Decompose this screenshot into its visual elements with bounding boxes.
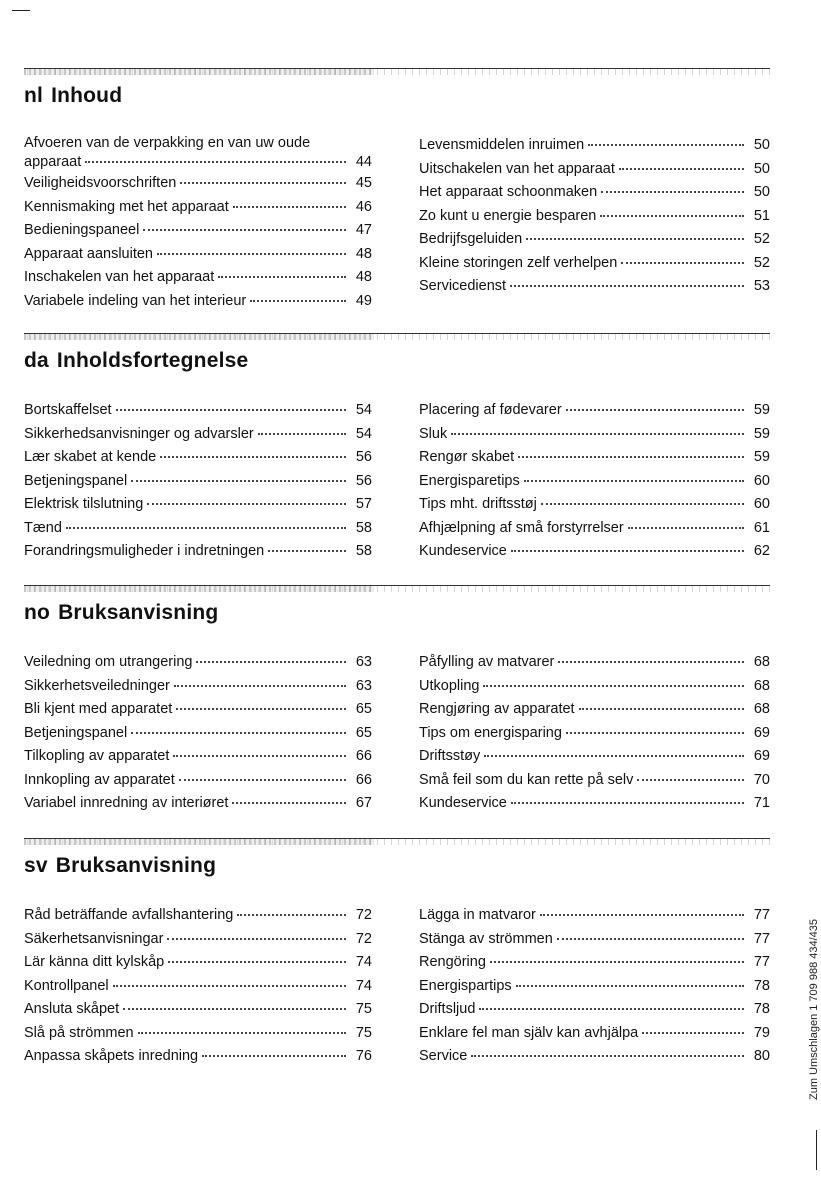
dot-leader [540,904,744,916]
toc-entry[interactable] [419,252,770,276]
section-heading [24,349,248,373]
toc-entry-title: Tips om energisparing [419,724,562,741]
toc-entry-page: 58 [355,519,372,536]
toc-entry-page: 47 [355,222,372,238]
dot-leader [516,974,744,986]
dot-leader [518,446,744,458]
dot-leader [138,1021,346,1033]
toc-entry-title: Inschakelen van het apparaat [24,269,215,285]
toc-entry-page: 75 [355,1001,372,1017]
dot-leader [173,745,346,757]
toc-entry-page: 49 [355,292,372,309]
dot-leader [196,651,346,663]
toc-column-left [24,399,372,564]
toc-entry[interactable] [419,975,770,999]
toc-entry[interactable] [419,446,770,470]
dot-leader [490,951,744,963]
toc-entry-page: 65 [355,724,372,741]
dot-leader [179,768,346,780]
toc-entry-title: Service [419,1048,468,1064]
dot-leader [601,181,744,193]
toc-entry-title: Kontrollpanel [24,977,109,994]
toc-entry[interactable] [24,540,372,564]
toc-entry-page: 74 [355,977,372,994]
toc-entry-title: Enklare fel man själv kan avhjälpa [419,1024,639,1041]
toc-entry[interactable] [24,470,372,494]
toc-entry[interactable] [24,651,372,675]
toc-entry-page: 60 [753,472,770,489]
section-sv [24,838,770,1088]
toc-entry[interactable] [419,675,770,699]
toc-entry-title: Innkopling av apparatet [24,771,175,788]
toc-entry-page: 56 [355,449,372,465]
toc-entry[interactable] [24,951,372,975]
dot-leader [541,493,744,505]
toc-entry[interactable] [419,1045,770,1069]
toc-entry-page: 52 [753,254,770,271]
toc-entry[interactable] [24,675,372,699]
toc-entry[interactable] [419,722,770,746]
toc-entry-page: 68 [753,677,770,694]
toc-entry-page: 79 [753,1024,770,1041]
toc-entry[interactable] [24,769,372,793]
toc-entry-title: Lägga in matvaror [419,907,536,923]
toc-entry[interactable] [419,493,770,517]
dot-leader [157,242,346,254]
toc-entry-page: 54 [355,402,372,418]
toc-entry[interactable] [24,399,372,423]
toc-entry-title: Slå på strömmen [24,1024,134,1041]
toc-entry-title: Stänga av strömmen [419,930,553,947]
toc-entry[interactable] [419,540,770,564]
dot-leader [176,698,346,710]
toc-column-right [419,904,770,1069]
toc-entry-page: 50 [753,160,770,177]
toc-column-left [24,134,372,313]
toc-entry-page: 68 [753,701,770,717]
toc-entry-title: Rengjøring av apparatet [419,701,575,717]
toc-column-right [419,134,770,299]
toc-entry-title: Placering af fødevarer [419,402,562,418]
language-code: nl [24,84,44,107]
toc-entry-page: 72 [355,907,372,923]
dot-leader [483,674,744,686]
toc-entry-page: 53 [753,278,770,294]
dot-leader [600,204,744,216]
toc-entry-title: Driftsstøy [419,748,481,764]
toc-entry-page: 74 [355,954,372,970]
section-divider-bar [24,585,770,592]
toc-entry-page: 76 [355,1048,372,1064]
toc-entry-title: Påfylling av matvarer [419,654,555,670]
section-divider-bar [24,68,770,75]
toc-entry-title: Betjeningspanel [24,472,128,489]
dot-leader [479,998,744,1010]
toc-entry[interactable] [24,493,372,517]
section-divider-bar [24,838,770,845]
dot-leader [250,289,346,301]
toc-entry[interactable] [419,470,770,494]
toc-entry-page: 52 [753,231,770,247]
toc-entry-page: 57 [355,496,372,512]
language-code: sv [24,854,48,877]
toc-entry[interactable] [419,928,770,952]
section-nl [24,68,770,318]
toc-column-right [419,399,770,564]
dot-leader [66,516,346,528]
dot-leader [116,399,346,411]
toc-entry-title: Kundeservice [419,543,507,559]
dot-leader [524,469,744,481]
toc-entry-title: Veiledning om utrangering [24,654,193,670]
toc-entry-title-line1: Afvoeren van de verpakking en van uw oude [24,135,311,151]
section-divider-bar [24,333,770,340]
toc-entry[interactable] [24,196,372,220]
toc-entry-page: 60 [753,496,770,512]
toc-entry-page: 63 [355,654,372,670]
toc-entry-title: Bli kjent med apparatet [24,701,173,717]
toc-entry-page: 61 [753,519,770,536]
section-title: Bruksanvisning [55,854,217,877]
dot-leader [168,951,346,963]
toc-entry-title: Variabele indeling van het interieur [24,292,247,309]
toc-entry-page: 66 [355,748,372,764]
toc-entry-title: Rengør skabet [419,449,515,465]
dot-leader [202,1045,346,1057]
toc-entry-title: Bortskaffelset [24,402,112,418]
toc-entry-page: 59 [753,425,770,442]
dot-leader [147,493,346,505]
toc-entry[interactable] [419,904,770,928]
toc-entry-page: 80 [753,1048,770,1064]
toc-entry-page: 48 [355,269,372,285]
section-da [24,333,770,583]
toc-entry-title: Kundeservice [419,795,507,811]
dot-leader [510,275,744,287]
toc-entry[interactable] [419,275,770,299]
toc-entry-title: Afhjælpning af små forstyrrelser [419,519,624,536]
toc-entry-page: 77 [753,930,770,947]
toc-entry-page: 67 [355,795,372,811]
section-title: Bruksanvisning [58,601,219,624]
toc-entry-title: Apparaat aansluiten [24,245,153,262]
toc-entry[interactable] [24,904,372,928]
toc-entry-page: 70 [753,771,770,788]
toc-entry-title: Säkerhetsanvisningar [24,930,164,947]
toc-entry[interactable] [419,181,770,205]
section-title: Inholdsfortegnelse [56,349,249,372]
toc-entry-page: 46 [355,198,372,215]
section-heading [24,601,218,625]
toc-entry-title: Små feil som du kan rette på selv [419,771,634,788]
dot-leader [268,540,346,552]
toc-entry-title: Uitschakelen van het apparaat [419,160,615,177]
toc-entry-title: Driftsljud [419,1001,476,1017]
toc-entry-page: 59 [753,402,770,418]
dot-leader [167,927,346,939]
dot-leader [113,974,346,986]
toc-entry-page: 75 [355,1024,372,1041]
toc-entry[interactable] [419,698,770,722]
toc-entry-page: 45 [355,175,372,191]
toc-entry[interactable] [419,205,770,229]
toc-entry-title: Energisparetips [419,472,520,489]
dot-leader [160,446,346,458]
toc-entry[interactable] [419,399,770,423]
toc-entry-title: Sluk [419,425,448,442]
dot-leader [628,516,744,528]
toc-entry-title: Variabel innredning av interiøret [24,795,229,811]
toc-entry[interactable] [419,228,770,252]
dot-leader [566,721,744,733]
dot-leader [471,1045,744,1057]
toc-entry[interactable] [24,975,372,999]
toc-entry[interactable] [419,951,770,975]
toc-entry-page: 50 [753,184,770,200]
dot-leader [451,422,744,434]
toc-entry-title: Veiligheidsvoorschriften [24,175,177,191]
section-heading [24,854,216,878]
toc-entry-page: 68 [753,654,770,670]
toc-entry[interactable] [24,517,372,541]
scan-edge-mark [12,10,30,11]
toc-entry-page: 59 [753,449,770,465]
toc-column-left [24,651,372,816]
dot-leader [85,151,346,163]
toc-entry-page: 66 [355,771,372,788]
toc-entry-title: Tilkopling av apparatet [24,748,170,764]
dot-leader [588,134,744,146]
toc-entry-title: Lär känna ditt kylskåp [24,954,165,970]
toc-entry-title: Rengöring [419,954,486,970]
toc-entry[interactable] [419,769,770,793]
section-heading [24,84,122,108]
toc-entry-title: Het apparaat schoonmaken [419,184,598,200]
section-title: Inhoud [51,84,123,107]
language-code: no [24,601,51,624]
toc-entry-title: Tænd [24,519,62,536]
dot-leader [237,904,346,916]
toc-entry-page: 69 [753,748,770,764]
toc-entry[interactable] [419,792,770,816]
sidebar-vertical-note: Zum Umschlagen 1 709 988 434/435 [808,918,820,1100]
toc-entry-page: 50 [753,137,770,153]
toc-column-left [24,904,372,1069]
toc-entry-title: Lær skabet at kende [24,449,157,465]
toc-entry-title: Kennismaking met het apparaat [24,198,229,215]
dot-leader [566,399,744,411]
dot-leader [258,422,346,434]
dot-leader [619,157,744,169]
toc-entry-page: 44 [355,154,372,170]
toc-entry-page: 62 [753,543,770,559]
scan-edge-mark [816,1130,817,1170]
toc-entry-title: Betjeningspanel [24,724,128,741]
toc-entry[interactable] [419,517,770,541]
dot-leader [123,998,346,1010]
toc-entry-title-line2: apparaat [24,154,82,170]
dot-leader [642,1021,744,1033]
toc-entry-page: 78 [753,1001,770,1017]
toc-entry[interactable] [419,745,770,769]
dot-leader [131,721,346,733]
dot-leader [484,745,744,757]
toc-entry[interactable] [24,134,372,172]
toc-entry-title: Zo kunt u energie besparen [419,207,597,224]
toc-entry-page: 54 [355,425,372,442]
toc-entry[interactable] [419,158,770,182]
toc-entry-title: Servicedienst [419,278,507,294]
toc-entry-page: 78 [753,977,770,994]
toc-entry-page: 69 [753,724,770,741]
dot-leader [579,698,744,710]
toc-entry-title: Levensmiddelen inruimen [419,137,585,153]
toc-entry-title: Bedieningspaneel [24,222,140,238]
toc-entry-page: 48 [355,245,372,262]
toc-entry-page: 77 [753,954,770,970]
dot-leader [218,266,346,278]
dot-leader [526,228,744,240]
dot-leader [511,540,744,552]
toc-entry[interactable] [24,243,372,267]
toc-entry[interactable] [419,1022,770,1046]
dot-leader [232,792,346,804]
toc-entry[interactable] [24,219,372,243]
toc-entry-page: 56 [355,472,372,489]
dot-leader [511,792,744,804]
toc-entry-page: 71 [753,795,770,811]
toc-entry-page: 77 [753,907,770,923]
toc-entry[interactable] [419,651,770,675]
toc-entry-title: Tips mht. driftsstøj [419,496,537,512]
toc-entry-title: Energispartips [419,977,512,994]
toc-entry[interactable] [24,928,372,952]
dot-leader [557,927,744,939]
toc-entry[interactable] [419,998,770,1022]
toc-entry[interactable] [24,1022,372,1046]
toc-entry-page: 63 [355,677,372,694]
toc-entry-title: Bedrijfsgeluiden [419,231,523,247]
toc-entry-title: Utkopling [419,677,480,694]
toc-entry-title: Elektrisk tilslutning [24,496,144,512]
dot-leader [233,195,346,207]
toc-entry-title: Anpassa skåpets inredning [24,1048,199,1064]
toc-entry[interactable] [24,266,372,290]
toc-entry[interactable] [24,172,372,196]
toc-entry[interactable] [419,423,770,447]
toc-entry[interactable] [24,998,372,1022]
dot-leader [131,469,346,481]
section-no [24,585,770,835]
toc-entry-page: 65 [355,701,372,717]
language-code: da [24,349,49,372]
toc-entry[interactable] [24,423,372,447]
toc-entry[interactable] [24,1045,372,1069]
toc-entry-page: 58 [355,543,372,559]
toc-entry[interactable] [24,722,372,746]
toc-entry[interactable] [24,792,372,816]
toc-entry[interactable] [419,134,770,158]
toc-entry-title: Kleine storingen zelf verhelpen [419,254,618,271]
toc-entry-title: Ansluta skåpet [24,1001,120,1017]
dot-leader [143,219,346,231]
toc-entry[interactable] [24,446,372,470]
toc-entry[interactable] [24,745,372,769]
toc-entry-title: Råd beträffande avfallshantering [24,907,234,923]
toc-entry-title: Sikkerhedsanvisninger og advarsler [24,425,254,442]
toc-entry-title: Sikkerhetsveiledninger [24,677,170,694]
toc-entry-title: Forandringsmuligheder i indretningen [24,543,265,559]
toc-entry-page: 72 [355,930,372,947]
toc-entry[interactable] [24,290,372,314]
toc-column-right [419,651,770,816]
toc-entry-page: 51 [753,207,770,224]
dot-leader [558,651,744,663]
toc-entry[interactable] [24,698,372,722]
dot-leader [180,172,346,184]
dot-leader [637,768,744,780]
dot-leader [174,674,346,686]
dot-leader [621,251,744,263]
